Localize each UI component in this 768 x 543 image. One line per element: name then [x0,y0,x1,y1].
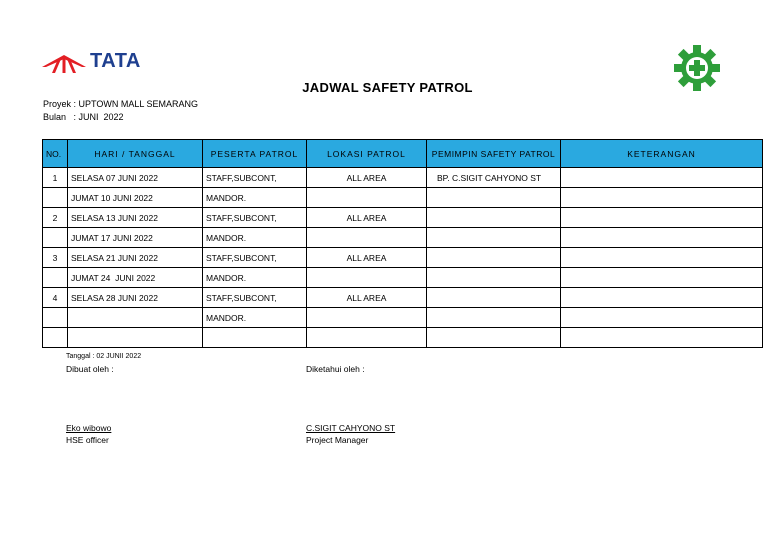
col-header-no: NO. [43,140,68,168]
cell-leader [427,328,561,348]
cell-date: SELASA 28 JUNI 2022 [68,288,203,308]
cell-notes [561,168,763,188]
cell-leader [427,288,561,308]
cell-participants: MANDOR. [203,308,307,328]
logo-text: TATA [90,50,141,72]
col-header-participants: PESERTA PATROL [203,140,307,168]
cell-no [43,228,68,248]
cell-no [43,308,68,328]
page-title: JADWAL SAFETY PATROL [302,80,473,95]
cell-date: SELASA 13 JUNI 2022 [68,208,203,228]
cell-no: 2 [43,208,68,228]
cell-notes [561,208,763,228]
table-row [43,208,763,228]
cell-participants: STAFF,SUBCONT, [203,288,307,308]
approver-name: C.SIGIT CAHYONO ST [306,423,396,433]
cell-notes [561,188,763,208]
approver-role: Project Manager [306,435,369,445]
cell-leader: BP. C.SIGIT CAHYONO ST [427,168,561,188]
known-by-label: Diketahui oleh : [306,364,365,374]
table-header-row [43,140,763,168]
document-date: Tanggal : 02 JUNII 2022 [66,353,142,360]
cell-notes [561,248,763,268]
cell-leader [427,308,561,328]
cell-no [43,188,68,208]
col-header-notes: KETERANGAN [561,140,763,168]
cell-notes [561,268,763,288]
month-line: Bulan : JUNI 2022 [43,112,124,122]
cell-notes [561,288,763,308]
schedule-table [42,139,763,348]
cell-leader [427,248,561,268]
tata-logo-icon [42,51,86,73]
cell-notes [561,228,763,248]
cell-participants: STAFF,SUBCONT, [203,168,307,188]
cell-participants: MANDOR. [203,228,307,248]
cell-participants: MANDOR. [203,268,307,288]
cell-date: SELASA 07 JUNI 2022 [68,168,203,188]
cell-date: JUMAT 17 JUNI 2022 [68,228,203,248]
table-row [43,168,763,188]
cell-date: SELASA 21 JUNI 2022 [68,248,203,268]
cell-location [307,228,427,248]
cell-date [68,308,203,328]
cell-no: 4 [43,288,68,308]
cell-leader [427,268,561,288]
cell-participants: STAFF,SUBCONT, [203,208,307,228]
cell-location [307,268,427,288]
cell-no [43,268,68,288]
cell-notes [561,328,763,348]
cell-participants [203,328,307,348]
cell-location [307,308,427,328]
cell-no: 1 [43,168,68,188]
table-row [43,188,763,208]
cell-location: ALL AREA [307,248,427,268]
cell-location: ALL AREA [307,288,427,308]
cell-no: 3 [43,248,68,268]
maker-name: Eko wibowo [66,423,112,433]
cell-no [43,328,68,348]
company-logo [42,50,141,73]
cell-participants: MANDOR. [203,188,307,208]
made-by-label: Dibuat oleh : [66,364,114,374]
cell-location: ALL AREA [307,208,427,228]
cell-participants: STAFF,SUBCONT, [203,248,307,268]
table-row [43,288,763,308]
cell-location: ALL AREA [307,168,427,188]
table-row [43,328,763,348]
table-row [43,308,763,328]
cell-leader [427,188,561,208]
cell-date: JUMAT 24 JUNI 2022 [68,268,203,288]
col-header-date: HARI / TANGGAL [68,140,203,168]
col-header-leader: PEMIMPIN SAFETY PATROL [427,140,561,168]
col-header-location: LOKASI PATROL [307,140,427,168]
table-row [43,248,763,268]
cell-location [307,328,427,348]
cell-date: JUMAT 10 JUNI 2022 [68,188,203,208]
maker-role: HSE officer [66,435,109,445]
cell-location [307,188,427,208]
cell-leader [427,208,561,228]
cell-date [68,328,203,348]
project-line: Proyek : UPTOWN MALL SEMARANG [43,99,199,109]
table-row [43,228,763,248]
cell-leader [427,228,561,248]
cell-notes [561,308,763,328]
table-row [43,268,763,288]
